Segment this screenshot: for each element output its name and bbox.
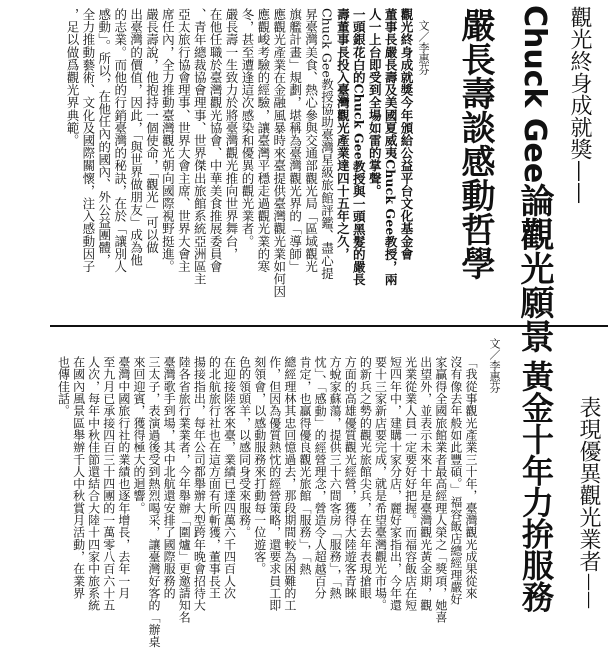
left-intro-line: 董事長嚴長壽及美國夏威夷Chuck Gee教授，兩 (383, 8, 399, 286)
left-body-line: 出臺灣的價值，因此，「與世界做朋友」成為他 (128, 8, 144, 267)
left-article-byline: 文／李惠芬 (417, 20, 430, 75)
right-body-line: 色的領頭羊，以感同身受來服務。 (237, 356, 252, 539)
left-article-body (62, 8, 414, 320)
right-body-line: 刻領會，以感動服務來打動每一位遊客。 (252, 356, 267, 575)
right-article-body (56, 356, 478, 648)
left-body-line: 的志業。而他的行銷臺灣的秘訣，在於「讓別人 (112, 8, 128, 273)
left-body-line: 冬，甚至遭逢這次感染和優異的觀光業者。 (239, 8, 255, 248)
right-body-line: 要十三家新店要完成，就是希望臺灣觀光市場。 (373, 356, 388, 612)
right-body-line: 揚接指出，每年公司都舉辦大型跨年晚會招待大 (192, 356, 207, 612)
right-body-line: 也傳佳話。 (56, 356, 71, 417)
right-body-line: 陸各省旅行業業者，今年舉辦「圍爐」更邀請知名 (177, 356, 192, 624)
right-body-line: 家贏得全國旅館業者最高經理人榮之「獎項，她喜 (433, 356, 448, 624)
right-body-line: 的北航旅行社也在這方面有所斬獲，董事長王 (207, 356, 222, 599)
right-body-line: 人次，每年中秋佳節還結合大陸十四家中旅系統 (86, 356, 101, 612)
right-body-line: 短四年中，建購十家分店，麗好家指出，今年還 (388, 356, 403, 612)
right-body-line: 肯定，也贏得優良觀光旅館「服務」，「熱 (297, 356, 312, 575)
right-body-line: 方蛻家蘇蕩，提供三十六間客房「服務」，「熱 (328, 356, 343, 600)
right-body-line: 至九月已承接四百三十四團的一萬零八百六十五 (101, 356, 116, 612)
left-body-line: 應觀光產業在金融風暴時來臺提供臺灣觀光業如何因 (271, 8, 287, 298)
right-body-line: 作，但因為優質熱忱的經營策略，還要求員工即 (267, 356, 282, 612)
right-article-kicker: 表現優異觀光業者 (576, 396, 601, 572)
left-intro-line: 壽董事長投入臺灣觀光產業達四十五年之久， (335, 8, 351, 260)
left-body-line: 嚴長壽一生致力於將臺灣觀光推向世界舞台， (224, 8, 240, 260)
left-body-line: 旗艦計畫」規劃，堪稱為臺灣觀光界的「導師」 (287, 8, 303, 273)
headline-title-part: 論觀光願景 (514, 183, 554, 354)
right-body-line: 在國內風景區舉辦千人中秋賞月活動，在業界 (71, 356, 86, 599)
right-body-line: 出望外，並表示未來十年是臺灣觀光黃金期，觀 (418, 356, 433, 612)
right-body-line: 沒有像去年般如此豐碩。」福容飯店總經理嚴好 (448, 356, 463, 606)
left-body-line: 、青年總裁協會理事、世界傑出旅館系統亞洲區主 (192, 8, 208, 286)
left-body-line: 昇臺灣美食、熱心參與交通部觀光局「區域觀光 (303, 8, 319, 273)
right-body-line: 忱」、「感動」的經營理念，營造令人超越百分 (313, 356, 328, 600)
right-body-line: 的新兵之勢的觀光旅館尖兵，在去年表現搶眼 (358, 356, 373, 599)
left-body-line: 感動」。所以，在他任內的國內、外公益團體， (96, 8, 112, 267)
left-body-line: 應觀峻考驗的經驗，讓臺灣平穩走過觀光業的寒 (255, 8, 271, 273)
left-article-kicker: 觀光終身成就獎—— (567, 6, 592, 204)
right-body-line: 「我從事觀光產業三十年，臺灣觀光成果從來 (464, 356, 478, 599)
left-article-headline-line2: 嚴長壽談感動哲學 (455, 8, 495, 280)
right-body-line: 在迎接陸客來臺，業績已達四萬六千四百人次 (222, 356, 237, 599)
left-body-line: 在他任職於臺灣觀光協會、中華美食推展委員會 (208, 8, 224, 273)
headline-latin-name: Chuck Gee (517, 5, 552, 184)
left-body-line: ，足以做爲觀光界典範。 (64, 8, 80, 147)
left-intro-line: 觀光終身成就獎今年頒給公益平台文化基金會 (399, 8, 414, 260)
left-body-line: 嚴長壽說，他抱持一個使命，「觀光」可以做 (144, 8, 160, 254)
left-article-headline-line1 (506, 5, 562, 353)
left-body-line: Chuck Gee教授協助臺灣星級旅館評鑑、盡心提 (319, 8, 335, 280)
right-body-line: 光業從業人員一定要好好把握。而福容飯店在短 (403, 356, 418, 612)
left-body-line: 亞太旅行協會理事、世界大會主席、世界大會主 (176, 8, 192, 273)
right-body-line: 方面的高雄優質觀光經營，獲得大陸遊客青睞 (343, 356, 358, 599)
right-body-line: 臺灣中國旅行社的業績也逐年增長，去年一月 (116, 356, 131, 599)
right-article-headline: 黃金十年力拚服務 (517, 360, 555, 612)
right-body-line: 臺灣歌手到場，其中北航還安排了國際服務的 (162, 356, 177, 599)
left-intro-line: 人一上台即受到全場如雷的掌聲。 (367, 8, 383, 197)
right-body-line: 三太子，表演過後受到熱烈喝采，讓臺灣好客的「辦桌 (147, 356, 162, 648)
left-body-line: 全力推動藝術、文化及國際關懷，注入感動因子 (80, 8, 96, 273)
right-article-byline: 文／李惠芬 (488, 338, 501, 393)
right-body-line: 總經理林其忠回憶過去，那段期間較為困難的工 (282, 356, 297, 612)
left-body-line: 席任內，全力推動臺灣觀光朝向國際視野挺進。 (160, 8, 176, 273)
right-body-line: 來回迎賓，獲得極大的迴響。 (131, 356, 146, 514)
right-article-kicker-dash: —— (579, 573, 600, 609)
left-intro-line: 一頭銀花白的Chuck Gee教授與一頭黑髮的嚴長 (351, 8, 367, 286)
